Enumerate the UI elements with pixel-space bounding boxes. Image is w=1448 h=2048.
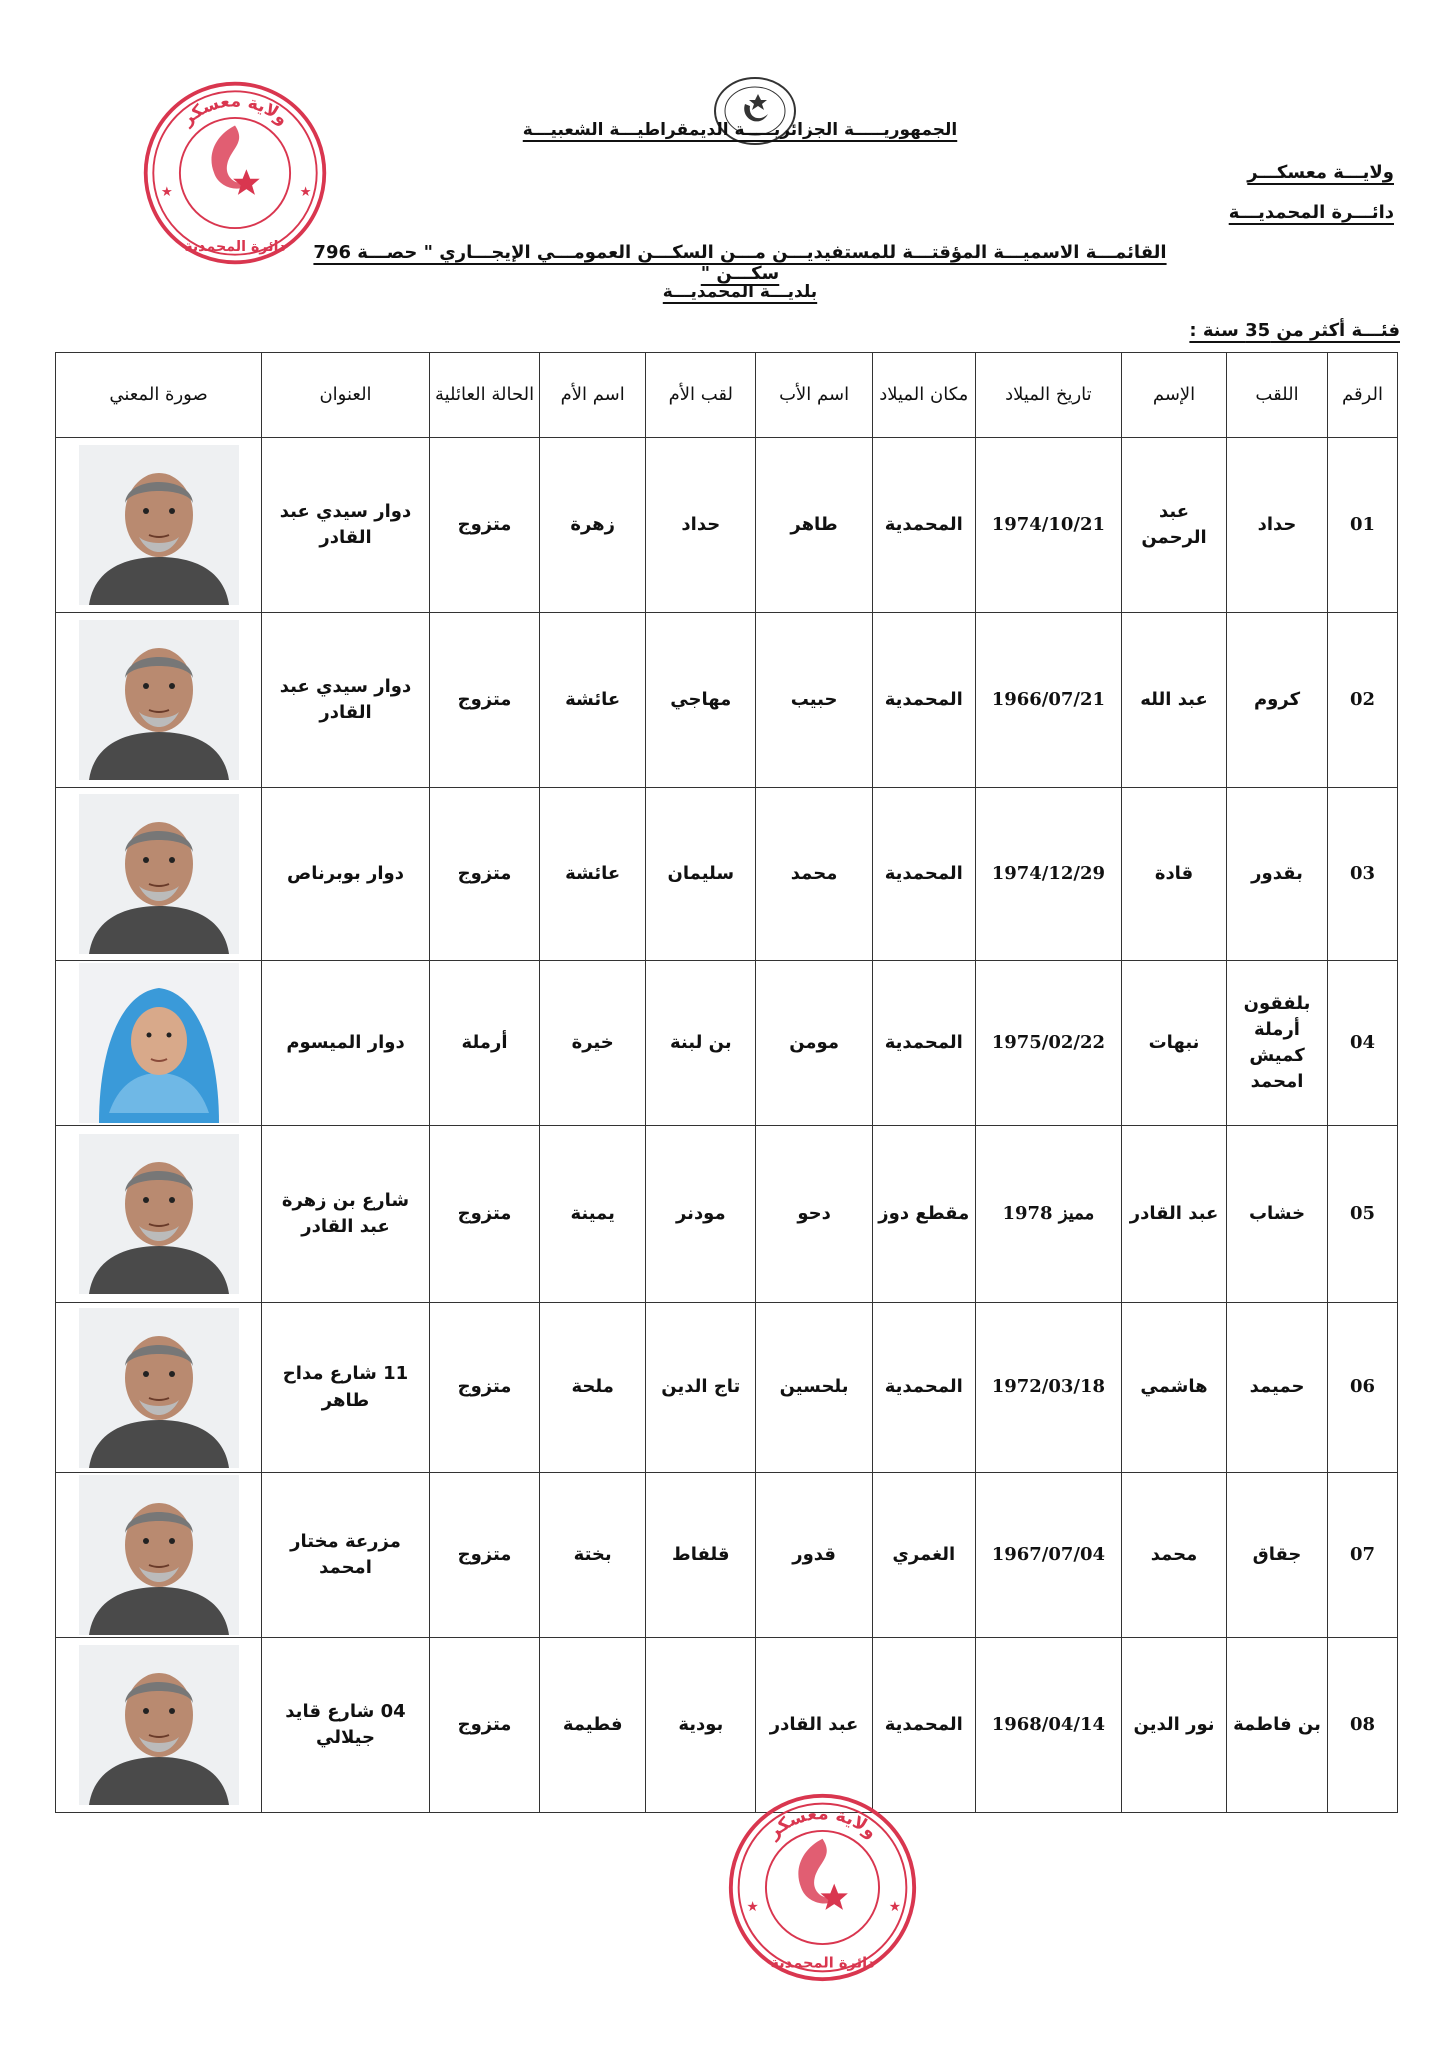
cell-address: 04 شارع قايد جيلالي — [262, 1638, 430, 1813]
cell-mother-surname: مودنر — [646, 1126, 756, 1303]
table-row — [56, 613, 1398, 788]
cell-pob: المحمدية — [872, 1303, 975, 1473]
cell-mother-name: خيرة — [540, 961, 646, 1126]
cell-address: دوار بوبرناص — [262, 788, 430, 961]
header-pob: مكان الميلاد — [872, 353, 975, 438]
svg-text:دائرة المحمدية: دائرة المحمدية — [770, 1954, 875, 1972]
cell-pob: المحمدية — [872, 1638, 975, 1813]
cell-mother-name: زهرة — [540, 438, 646, 613]
cell-father: بلحسين — [756, 1303, 872, 1473]
table-header-row — [56, 353, 1398, 438]
cell-address: مزرعة مختار امحمد — [262, 1473, 430, 1638]
portrait-man-photo — [79, 794, 239, 954]
cell-mother-surname: مهاجي — [646, 613, 756, 788]
beneficiary-table — [55, 352, 1398, 1813]
cell-number: 04 — [1327, 961, 1397, 1126]
svg-text:★: ★ — [299, 184, 312, 200]
cell-name: نبهات — [1122, 961, 1227, 1126]
table-row — [56, 1473, 1398, 1638]
cell-surname: بلفقون أرملة كميش امحمد — [1227, 961, 1328, 1126]
cell-mother-name: ملحة — [540, 1303, 646, 1473]
table-row — [56, 1126, 1398, 1303]
header-number: الرقم — [1327, 353, 1397, 438]
cell-name: عبد القادر — [1122, 1126, 1227, 1303]
cell-number: 05 — [1327, 1126, 1397, 1303]
cell-name: عبد الله — [1122, 613, 1227, 788]
cell-mother-name: عائشة — [540, 788, 646, 961]
cell-number: 07 — [1327, 1473, 1397, 1638]
cell-photo — [56, 1303, 262, 1473]
official-stamp-bottom — [725, 1790, 920, 1985]
list-title: القائمـــة الاسميـــة المؤقتـــة للمستفيديـــن مـــن السكـــن العمومـــي الإيجـــاري " حصـــة 796 سكـــن " — [313, 242, 1167, 284]
cell-surname: بن فاطمة — [1227, 1638, 1328, 1813]
cell-surname: حميمد — [1227, 1303, 1328, 1473]
cell-pob: المحمدية — [872, 438, 975, 613]
svg-text:ولاية معسكر: ولاية معسكر — [178, 91, 292, 130]
cell-name: هاشمي — [1122, 1303, 1227, 1473]
cell-pob: المحمدية — [872, 788, 975, 961]
cell-mother-surname: حداد — [646, 438, 756, 613]
cell-photo — [56, 1473, 262, 1638]
cell-dob: مميز 1978 — [975, 1126, 1121, 1303]
cell-status: متزوج — [429, 1303, 539, 1473]
cell-number: 03 — [1327, 788, 1397, 961]
cell-photo — [56, 438, 262, 613]
header-name: الإسم — [1122, 353, 1227, 438]
wilaya-label: ولايـــة معسكـــر — [1247, 162, 1394, 183]
svg-text:★: ★ — [160, 184, 173, 200]
cell-dob: 1974/10/21 — [975, 438, 1121, 613]
cell-dob: 1972/03/18 — [975, 1303, 1121, 1473]
header-address: العنوان — [262, 353, 430, 438]
cell-address: دوار الميسوم — [262, 961, 430, 1126]
cell-father: محمد — [756, 788, 872, 961]
svg-text:دائرة المحمدية: دائرة المحمدية — [184, 238, 286, 255]
portrait-man-photo — [79, 445, 239, 605]
header-father: اسم الأب — [756, 353, 872, 438]
cell-father: طاهر — [756, 438, 872, 613]
cell-status: متزوج — [429, 1473, 539, 1638]
cell-name: عبد الرحمن — [1122, 438, 1227, 613]
header-mother-surname: لقب الأم — [646, 353, 756, 438]
header-dob: تاريخ الميلاد — [975, 353, 1121, 438]
svg-text:★: ★ — [888, 1898, 902, 1915]
cell-father: حبيب — [756, 613, 872, 788]
cell-address: 11 شارع مداح طاهر — [262, 1303, 430, 1473]
cell-status: أرملة — [429, 961, 539, 1126]
cell-mother-name: يمينة — [540, 1126, 646, 1303]
cell-pob: مقطع دوز — [872, 1126, 975, 1303]
portrait-man-photo — [79, 1645, 239, 1805]
cell-status: متزوج — [429, 1638, 539, 1813]
cell-dob: 1966/07/21 — [975, 613, 1121, 788]
cell-photo — [56, 613, 262, 788]
table-row — [56, 788, 1398, 961]
portrait-man-photo — [79, 620, 239, 780]
cell-mother-surname: سليمان — [646, 788, 756, 961]
cell-status: متزوج — [429, 788, 539, 961]
cell-name: نور الدين — [1122, 1638, 1227, 1813]
cell-surname: جقاق — [1227, 1473, 1328, 1638]
cell-name: محمد — [1122, 1473, 1227, 1638]
cell-pob: المحمدية — [872, 961, 975, 1126]
cell-status: متزوج — [429, 438, 539, 613]
cell-surname: بقدور — [1227, 788, 1328, 961]
cell-dob: 1968/04/14 — [975, 1638, 1121, 1813]
baladia-label: بلديـــة المحمديـــة — [662, 282, 818, 302]
cell-photo — [56, 788, 262, 961]
cell-number: 08 — [1327, 1638, 1397, 1813]
cell-mother-surname: بن لبنة — [646, 961, 756, 1126]
cell-dob: 1974/12/29 — [975, 788, 1121, 961]
table-row — [56, 438, 1398, 613]
cell-surname: حداد — [1227, 438, 1328, 613]
cell-dob: 1967/07/04 — [975, 1473, 1121, 1638]
cell-name: قادة — [1122, 788, 1227, 961]
cell-photo — [56, 1126, 262, 1303]
cell-mother-surname: بودية — [646, 1638, 756, 1813]
cell-status: متزوج — [429, 1126, 539, 1303]
header-photo: صورة المعني — [56, 353, 262, 438]
table-row — [56, 1638, 1398, 1813]
category-label: فئـــة أكثر من 35 سنة : — [1189, 320, 1400, 341]
cell-father: عبد القادر — [756, 1638, 872, 1813]
cell-mother-surname: قلفاط — [646, 1473, 756, 1638]
cell-mother-name: بختة — [540, 1473, 646, 1638]
portrait-man-photo — [79, 1134, 239, 1294]
cell-father: مومن — [756, 961, 872, 1126]
official-stamp-top — [140, 78, 330, 268]
cell-photo — [56, 1638, 262, 1813]
svg-text:ولاية معسكر: ولاية معسكر — [764, 1804, 881, 1843]
cell-father: قدور — [756, 1473, 872, 1638]
cell-address: دوار سيدي عبد القادر — [262, 438, 430, 613]
cell-mother-name: فطيمة — [540, 1638, 646, 1813]
header-mother-name: اسم الأم — [540, 353, 646, 438]
cell-mother-name: عائشة — [540, 613, 646, 788]
daira-label: دائـــرة المحمديـــة — [1228, 202, 1394, 223]
portrait-man-photo — [79, 1475, 239, 1635]
portrait-man-photo — [79, 1308, 239, 1468]
table-row — [56, 961, 1398, 1126]
cell-mother-surname: تاج الدين — [646, 1303, 756, 1473]
cell-dob: 1975/02/22 — [975, 961, 1121, 1126]
cell-status: متزوج — [429, 613, 539, 788]
cell-pob: الغمري — [872, 1473, 975, 1638]
cell-surname: كروم — [1227, 613, 1328, 788]
header-surname: اللقب — [1227, 353, 1328, 438]
cell-number: 01 — [1327, 438, 1397, 613]
portrait-woman-photo — [79, 963, 239, 1123]
cell-photo — [56, 961, 262, 1126]
cell-surname: خشاب — [1227, 1126, 1328, 1303]
cell-number: 02 — [1327, 613, 1397, 788]
table-row — [56, 1303, 1398, 1473]
svg-text:★: ★ — [746, 1898, 759, 1915]
cell-address: دوار سيدي عبد القادر — [262, 613, 430, 788]
header-status: الحالة العائلية — [429, 353, 539, 438]
cell-address: شارع بن زهرة عبد القادر — [262, 1126, 430, 1303]
cell-father: دحو — [756, 1126, 872, 1303]
republic-heading: الجمهوريـــــة الجزائريـــــة الديمقراطيـــة الشعبيـــة — [522, 120, 958, 140]
cell-number: 06 — [1327, 1303, 1397, 1473]
cell-pob: المحمدية — [872, 613, 975, 788]
